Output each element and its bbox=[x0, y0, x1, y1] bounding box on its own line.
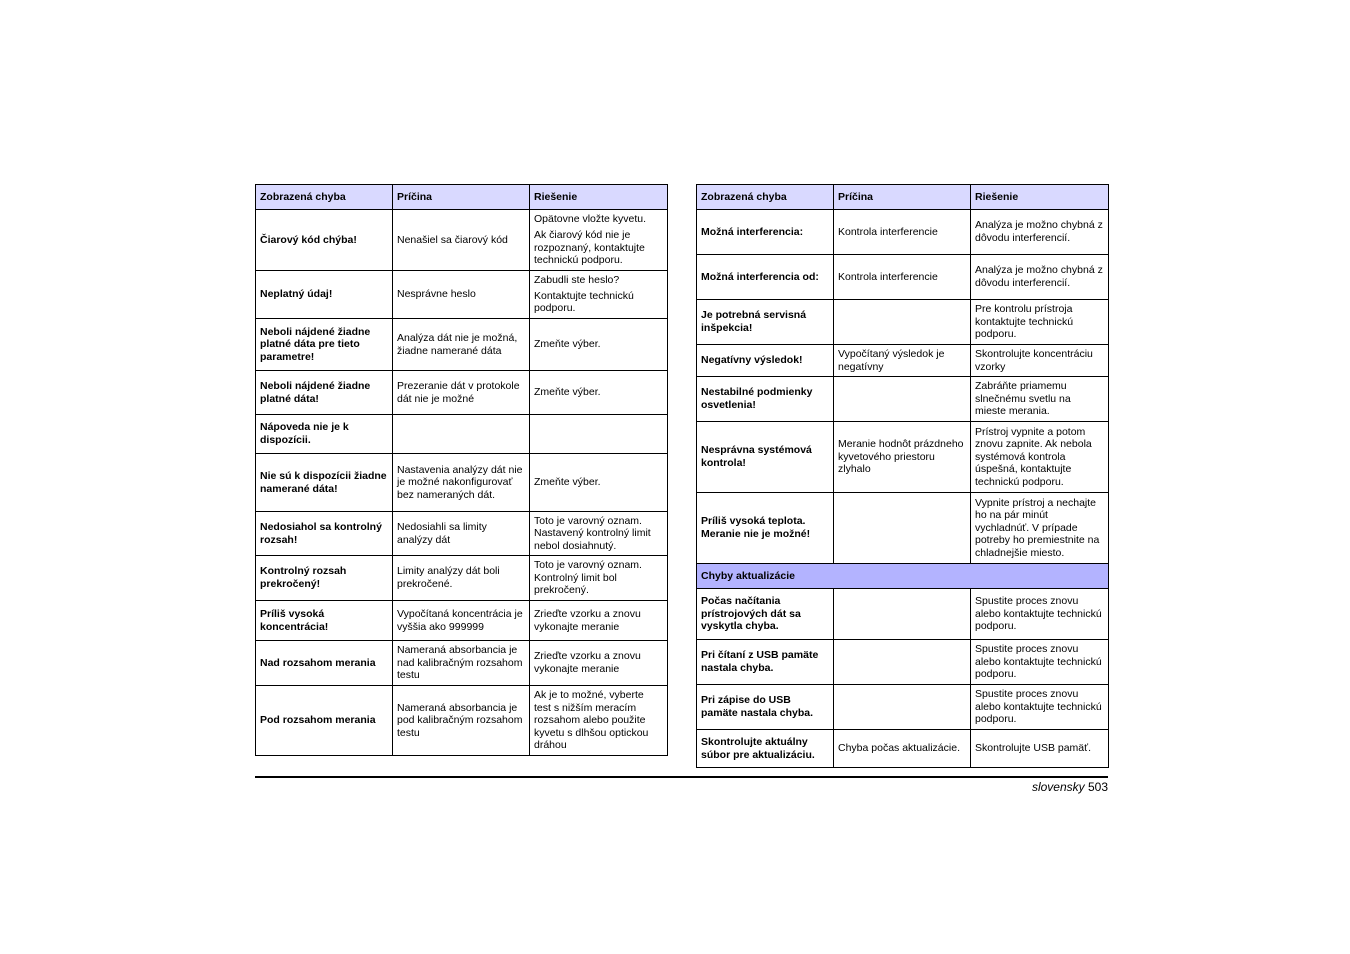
table-row bbox=[256, 319, 668, 371]
table-row bbox=[697, 589, 1109, 640]
cause-cell: Prezeranie dát v protokole dát nie je možné bbox=[393, 371, 530, 415]
cause-cell: Nedosiahli sa limity analýzy dát bbox=[393, 512, 530, 556]
header-cause: Príčina bbox=[393, 185, 530, 210]
error-message-cell: Príliš vysoká koncentrácia! bbox=[256, 601, 393, 641]
solution-text: Skontrolujte koncentráciu vzorky bbox=[975, 347, 1093, 373]
error-message-cell: Príliš vysoká teplota. Meranie nie je možné! bbox=[697, 493, 834, 564]
solution-text: Prístroj vypnite a potom znovu zapnite. Ak nebola systémová kontrola úspešná, kontaktujte technickú podporu. bbox=[975, 425, 1092, 488]
solution-cell bbox=[971, 422, 1109, 493]
table-row bbox=[697, 300, 1109, 345]
table-row bbox=[697, 345, 1109, 377]
solution-cell bbox=[971, 685, 1109, 730]
cause-cell: Chyba počas aktualizácie. bbox=[834, 730, 971, 768]
table-row bbox=[256, 556, 668, 601]
solution-text: Zabráňte priamemu slnečnému svetlu na mieste merania. bbox=[975, 380, 1071, 418]
solution-text: Analýza je možno chybná z dôvodu interferencií. bbox=[975, 264, 1103, 289]
troubleshooting-table-left bbox=[255, 184, 668, 756]
error-message-cell: Pod rozsahom merania bbox=[256, 686, 393, 756]
cause-cell: Nameraná absorbancia je nad kalibračným rozsahom testu bbox=[393, 641, 530, 686]
solution-cell bbox=[530, 415, 668, 454]
header-error: Zobrazená chyba bbox=[256, 185, 393, 210]
error-message-cell: Pri zápise do USB pamäte nastala chyba. bbox=[697, 685, 834, 730]
solution-cell bbox=[971, 589, 1109, 640]
solution-text: Spustite proces znovu alebo kontaktujte technickú podporu. bbox=[975, 595, 1102, 633]
error-message-cell: Nápoveda nie je k dispozícii. bbox=[256, 415, 393, 454]
error-message-cell: Nad rozsahom merania bbox=[256, 641, 393, 686]
page-number: 503 bbox=[1087, 780, 1108, 794]
solution-text: Kontaktujte technickú podporu. bbox=[534, 289, 634, 315]
cause-cell bbox=[393, 415, 530, 454]
table-row bbox=[697, 422, 1109, 493]
error-message-cell: Skontrolujte aktuálny súbor pre aktualizáciu. bbox=[697, 730, 834, 768]
troubleshooting-table-right bbox=[696, 184, 1109, 768]
solution-text: Zmeňte výber. bbox=[534, 338, 601, 351]
cause-cell bbox=[834, 685, 971, 730]
cause-cell bbox=[834, 640, 971, 685]
solution-cell bbox=[530, 556, 668, 601]
solution-text: Ak je to možné, vyberte test s nižším meracím rozsahom alebo použite kyvetu s dlhšou optickou dráhou bbox=[534, 689, 649, 752]
solution-text: Zabudli ste heslo? bbox=[534, 274, 620, 287]
table-header-row bbox=[256, 185, 668, 210]
solution-cell bbox=[530, 641, 668, 686]
solution-text: Toto je varovný oznam. Nastavený kontrolný limit nebol dosiahnutý. bbox=[534, 514, 651, 552]
solution-cell bbox=[971, 255, 1109, 300]
header-error: Zobrazená chyba bbox=[697, 185, 834, 210]
solution-cell bbox=[971, 345, 1109, 377]
error-message-cell: Nie sú k dispozícii žiadne namerané dáta! bbox=[256, 454, 393, 512]
cause-cell: Meranie hodnôt prázdneho kyvetového priestoru zlyhalo bbox=[834, 422, 971, 493]
table-row bbox=[697, 640, 1109, 685]
solution-text: Opätovne vložte kyvetu. bbox=[534, 213, 647, 226]
cause-cell bbox=[834, 493, 971, 564]
solution-cell bbox=[971, 640, 1109, 685]
solution-cell bbox=[971, 377, 1109, 422]
cause-cell: Nenašiel sa čiarový kód bbox=[393, 210, 530, 271]
error-message-cell: Nesprávna systémová kontrola! bbox=[697, 422, 834, 493]
cause-cell: Nameraná absorbancia je pod kalibračným rozsahom testu bbox=[393, 686, 530, 756]
cause-cell: Limity analýzy dát boli prekročené. bbox=[393, 556, 530, 601]
table-row bbox=[256, 415, 668, 454]
error-message-cell: Čiarový kód chýba! bbox=[256, 210, 393, 271]
table-row bbox=[697, 377, 1109, 422]
solution-cell bbox=[971, 300, 1109, 345]
cause-cell: Vypočítaná koncentrácia je vyššia ako 999999 bbox=[393, 601, 530, 641]
error-message-cell: Kontrolný rozsah prekročený! bbox=[256, 556, 393, 601]
solution-cell bbox=[971, 493, 1109, 564]
table-row bbox=[697, 685, 1109, 730]
table-row bbox=[256, 454, 668, 512]
error-message-cell: Nedosiahol sa kontrolný rozsah! bbox=[256, 512, 393, 556]
error-message-cell: Možná interferencia: bbox=[697, 210, 834, 255]
error-message-cell: Je potrebná servisná inšpekcia! bbox=[697, 300, 834, 345]
solution-cell bbox=[530, 371, 668, 415]
cause-cell: Analýza dát nie je možná, žiadne namerané dáta bbox=[393, 319, 530, 371]
cause-cell bbox=[834, 300, 971, 345]
solution-text: Toto je varovný oznam. Kontrolný limit bol prekročený. bbox=[534, 559, 642, 597]
table-row bbox=[697, 210, 1109, 255]
solution-text: Vypnite prístroj a nechajte ho na pár minút vychladnúť. V prípade potreby ho premiestnite na chladnejšie miesto. bbox=[975, 496, 1100, 559]
table-row bbox=[256, 641, 668, 686]
cause-cell bbox=[834, 589, 971, 640]
solution-cell bbox=[530, 271, 668, 319]
table-row bbox=[697, 255, 1109, 300]
error-message-cell: Počas načítania prístrojových dát sa vyskytla chyba. bbox=[697, 589, 834, 640]
solution-text: Zrieďte vzorku a znovu vykonajte meranie bbox=[534, 607, 641, 633]
header-cause: Príčina bbox=[834, 185, 971, 210]
cause-cell: Kontrola interferencie bbox=[834, 255, 971, 300]
solution-text: Spustite proces znovu alebo kontaktujte technickú podporu. bbox=[975, 643, 1102, 681]
cause-cell: Nesprávne heslo bbox=[393, 271, 530, 319]
solution-cell bbox=[971, 730, 1109, 768]
table-row bbox=[256, 601, 668, 641]
header-solution: Riešenie bbox=[971, 185, 1109, 210]
footer-rule bbox=[255, 776, 1108, 778]
cause-cell: Vypočítaný výsledok je negatívny bbox=[834, 345, 971, 377]
footer-language: slovensky bbox=[1031, 780, 1085, 794]
solution-cell bbox=[530, 601, 668, 641]
solution-text: Skontrolujte USB pamäť. bbox=[975, 742, 1091, 755]
error-message-cell: Neplatný údaj! bbox=[256, 271, 393, 319]
cause-cell bbox=[834, 377, 971, 422]
solution-text: Zmeňte výber. bbox=[534, 386, 601, 399]
section-title: Chyby aktualizácie bbox=[697, 564, 1109, 589]
table-row bbox=[697, 730, 1109, 768]
solution-text: Spustite proces znovu alebo kontaktujte technickú podporu. bbox=[975, 688, 1102, 726]
solution-text: Pre kontrolu prístroja kontaktujte technickú podporu. bbox=[975, 303, 1074, 341]
error-message-cell: Možná interferencia od: bbox=[697, 255, 834, 300]
solution-cell bbox=[530, 319, 668, 371]
solution-text: Zmeňte výber. bbox=[534, 476, 601, 489]
header-solution: Riešenie bbox=[530, 185, 668, 210]
table-row bbox=[256, 371, 668, 415]
error-message-cell: Nestabilné podmienky osvetlenia! bbox=[697, 377, 834, 422]
section-row-update-errors bbox=[697, 564, 1109, 589]
page-footer bbox=[900, 780, 1108, 794]
solution-cell bbox=[530, 454, 668, 512]
table-row bbox=[256, 686, 668, 756]
solution-cell bbox=[971, 210, 1109, 255]
solution-text: Analýza je možno chybná z dôvodu interferencií. bbox=[975, 219, 1103, 244]
table-row bbox=[256, 512, 668, 556]
solution-cell bbox=[530, 512, 668, 556]
table-row bbox=[256, 210, 668, 271]
table-header-row bbox=[697, 185, 1109, 210]
cause-cell: Nastavenia analýzy dát nie je možné nakonfigurovať bez nameraných dát. bbox=[393, 454, 530, 512]
error-message-cell: Neboli nájdené žiadne platné dáta pre tieto parametre! bbox=[256, 319, 393, 371]
solution-cell bbox=[530, 686, 668, 756]
table-row bbox=[697, 493, 1109, 564]
table-row bbox=[256, 271, 668, 319]
solution-cell bbox=[530, 210, 668, 271]
error-message-cell: Pri čítaní z USB pamäte nastala chyba. bbox=[697, 640, 834, 685]
solution-text: Zrieďte vzorku a znovu vykonajte meranie bbox=[534, 650, 641, 675]
solution-text: Ak čiarový kód nie je rozpoznaný, kontaktujte technickú podporu. bbox=[534, 228, 645, 267]
error-message-cell: Neboli nájdené žiadne platné dáta! bbox=[256, 371, 393, 415]
error-message-cell: Negatívny výsledok! bbox=[697, 345, 834, 377]
cause-cell: Kontrola interferencie bbox=[834, 210, 971, 255]
